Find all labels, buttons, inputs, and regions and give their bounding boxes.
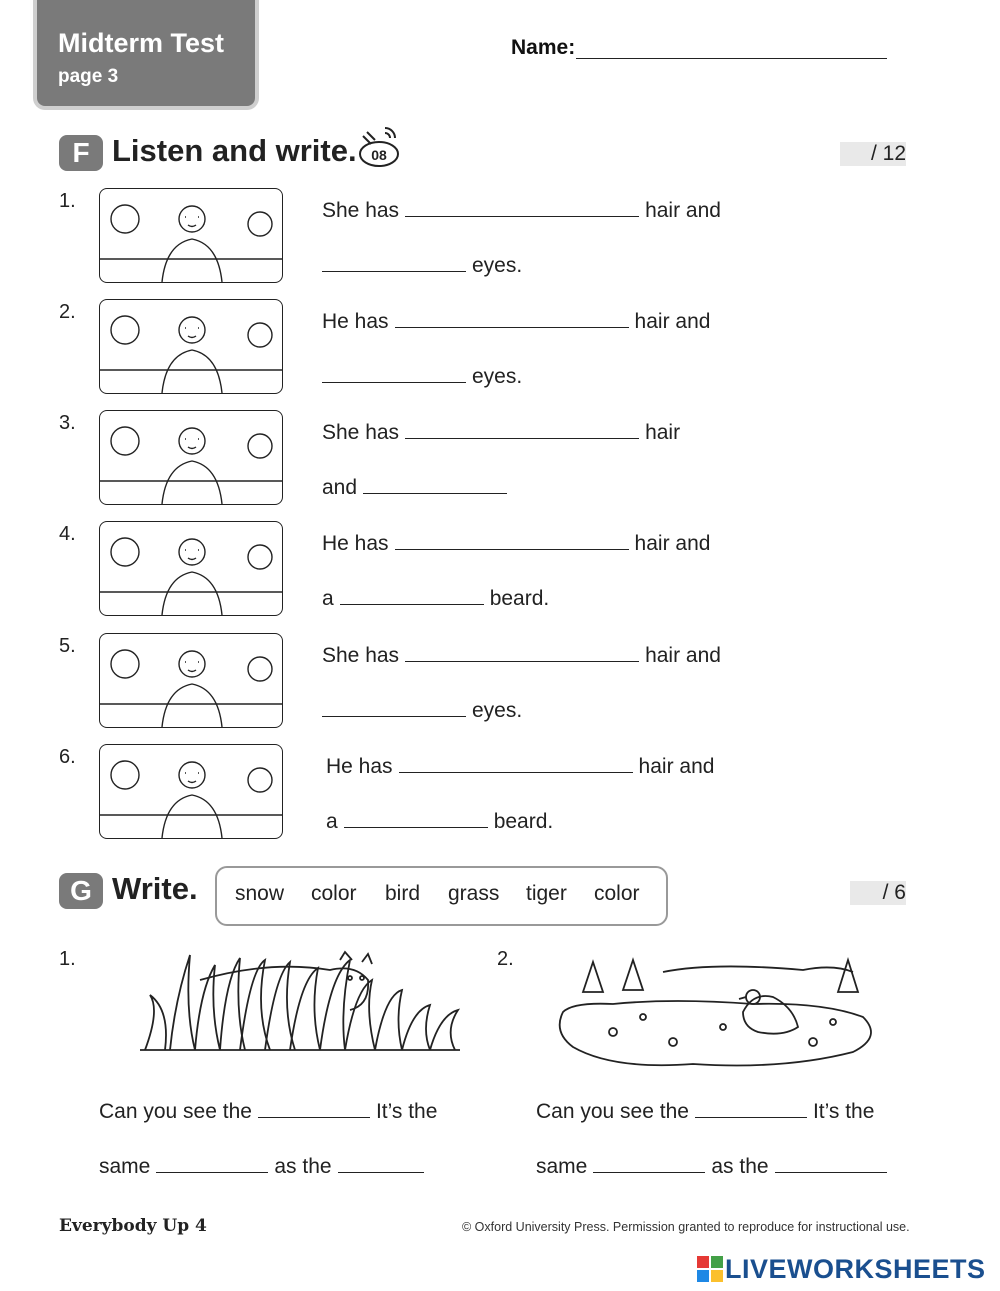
bird-in-snow-illustration <box>553 952 883 1072</box>
sentence-line-1 <box>322 644 721 668</box>
g1-text-c: same <box>99 1155 151 1178</box>
answer-blank[interactable] <box>322 716 466 717</box>
sentence-text: She has <box>322 199 400 222</box>
sentence-text: a <box>322 587 334 610</box>
g1-question-line-1 <box>99 1100 437 1124</box>
g1-question-line-2 <box>99 1155 430 1179</box>
sentence-line-2 <box>322 365 522 389</box>
g2-text-b: It’s the <box>812 1100 875 1123</box>
answer-blank[interactable] <box>258 1117 370 1118</box>
sentence-text: hair and <box>645 199 721 222</box>
person-portrait-illustration <box>99 633 283 728</box>
section-f-score: / 12 <box>840 142 906 166</box>
g1-text-a: Can you see the <box>99 1100 252 1123</box>
sentence-text: hair and <box>634 310 711 333</box>
answer-blank[interactable] <box>695 1117 807 1118</box>
answer-blank[interactable] <box>363 493 507 494</box>
g2-text-a: Can you see the <box>536 1100 689 1123</box>
sentence-text: hair and <box>634 532 711 555</box>
sentence-line-1 <box>322 532 710 556</box>
sentence-text: hair and <box>638 755 715 778</box>
sentence-line-1 <box>322 421 680 445</box>
section-g-title: Write. <box>112 871 198 906</box>
sentence-text: He has <box>322 310 389 333</box>
answer-blank[interactable] <box>395 549 629 550</box>
g2-question-line-2 <box>536 1155 893 1179</box>
answer-blank[interactable] <box>395 327 629 328</box>
sentence-line-2 <box>322 476 513 500</box>
section-f-letter: F <box>59 135 103 171</box>
answer-blank[interactable] <box>322 271 466 272</box>
sentence-text: beard. <box>489 587 550 610</box>
sentence-line-1 <box>322 310 710 334</box>
sentence-text: and <box>322 476 358 499</box>
test-title: Midterm Test <box>58 28 225 58</box>
word-bank-item: grass <box>448 882 500 905</box>
sentence-text: eyes. <box>472 699 523 722</box>
sentence-text: She has <box>322 644 400 667</box>
person-portrait-illustration <box>99 188 283 283</box>
book-title: Everybody Up 4 <box>59 1216 207 1236</box>
sentence-text: She has <box>322 421 400 444</box>
sentence-line-2 <box>322 254 522 278</box>
g2-question-line-1 <box>536 1100 874 1124</box>
item-number: 6. <box>59 746 76 768</box>
sentence-line-2 <box>322 587 549 611</box>
tiger-in-grass-illustration <box>140 950 460 1055</box>
answer-blank[interactable] <box>156 1172 268 1173</box>
sentence-line-1 <box>322 199 721 223</box>
sentence-text: hair and <box>645 644 721 667</box>
item-number: 2. <box>497 948 514 970</box>
word-bank-item: bird <box>385 882 421 905</box>
liveworksheets-brand[interactable]: LIVEWORKSHEETS <box>725 1254 986 1284</box>
sentence-text: hair <box>645 421 681 444</box>
item-number: 5. <box>59 635 76 657</box>
item-number: 1. <box>59 948 76 970</box>
word-bank-item: color <box>311 882 357 905</box>
sentence-text: beard. <box>493 810 554 833</box>
answer-blank[interactable] <box>405 216 639 217</box>
sentence-line-2 <box>326 810 553 834</box>
section-f-title: Listen and write. <box>112 133 357 168</box>
g1-text-b: It’s the <box>375 1100 438 1123</box>
answer-blank[interactable] <box>340 604 484 605</box>
svg-text:08: 08 <box>371 147 387 163</box>
answer-blank[interactable] <box>593 1172 705 1173</box>
word-bank-item: tiger <box>526 882 567 905</box>
word-bank-item: snow <box>235 882 285 905</box>
g1-text-d: as the <box>274 1155 332 1178</box>
name-input-line[interactable] <box>576 58 887 59</box>
answer-blank[interactable] <box>322 382 466 383</box>
answer-blank[interactable] <box>344 827 488 828</box>
answer-blank[interactable] <box>405 661 639 662</box>
g2-text-d: as the <box>711 1155 769 1178</box>
section-g-score: / 6 <box>850 881 906 905</box>
sentence-text: He has <box>322 532 389 555</box>
answer-blank[interactable] <box>399 772 633 773</box>
liveworksheets-logo-icon <box>697 1256 723 1282</box>
item-number: 3. <box>59 412 76 434</box>
person-portrait-illustration <box>99 410 283 505</box>
person-portrait-illustration <box>99 744 283 839</box>
sentence-text: eyes. <box>472 254 523 277</box>
name-label: Name: <box>511 36 576 59</box>
person-portrait-illustration <box>99 521 283 616</box>
sentence-text: He has <box>326 755 393 778</box>
item-number: 4. <box>59 523 76 545</box>
answer-blank[interactable] <box>775 1172 887 1173</box>
section-g-letter: G <box>59 873 103 909</box>
word-bank-item: color <box>594 882 640 905</box>
sentence-line-2 <box>322 699 522 723</box>
audio-track-icon <box>355 124 401 168</box>
copyright-notice: © Oxford University Press. Permission granted to reproduce for instructional use. <box>462 1220 910 1234</box>
item-number: 2. <box>59 301 76 323</box>
g2-text-c: same <box>536 1155 588 1178</box>
person-portrait-illustration <box>99 299 283 394</box>
sentence-text: eyes. <box>472 365 523 388</box>
test-subtitle: page 3 <box>58 66 119 87</box>
sentence-line-1 <box>326 755 714 779</box>
answer-blank[interactable] <box>338 1172 424 1173</box>
item-number: 1. <box>59 190 76 212</box>
sentence-text: a <box>326 810 338 833</box>
answer-blank[interactable] <box>405 438 639 439</box>
